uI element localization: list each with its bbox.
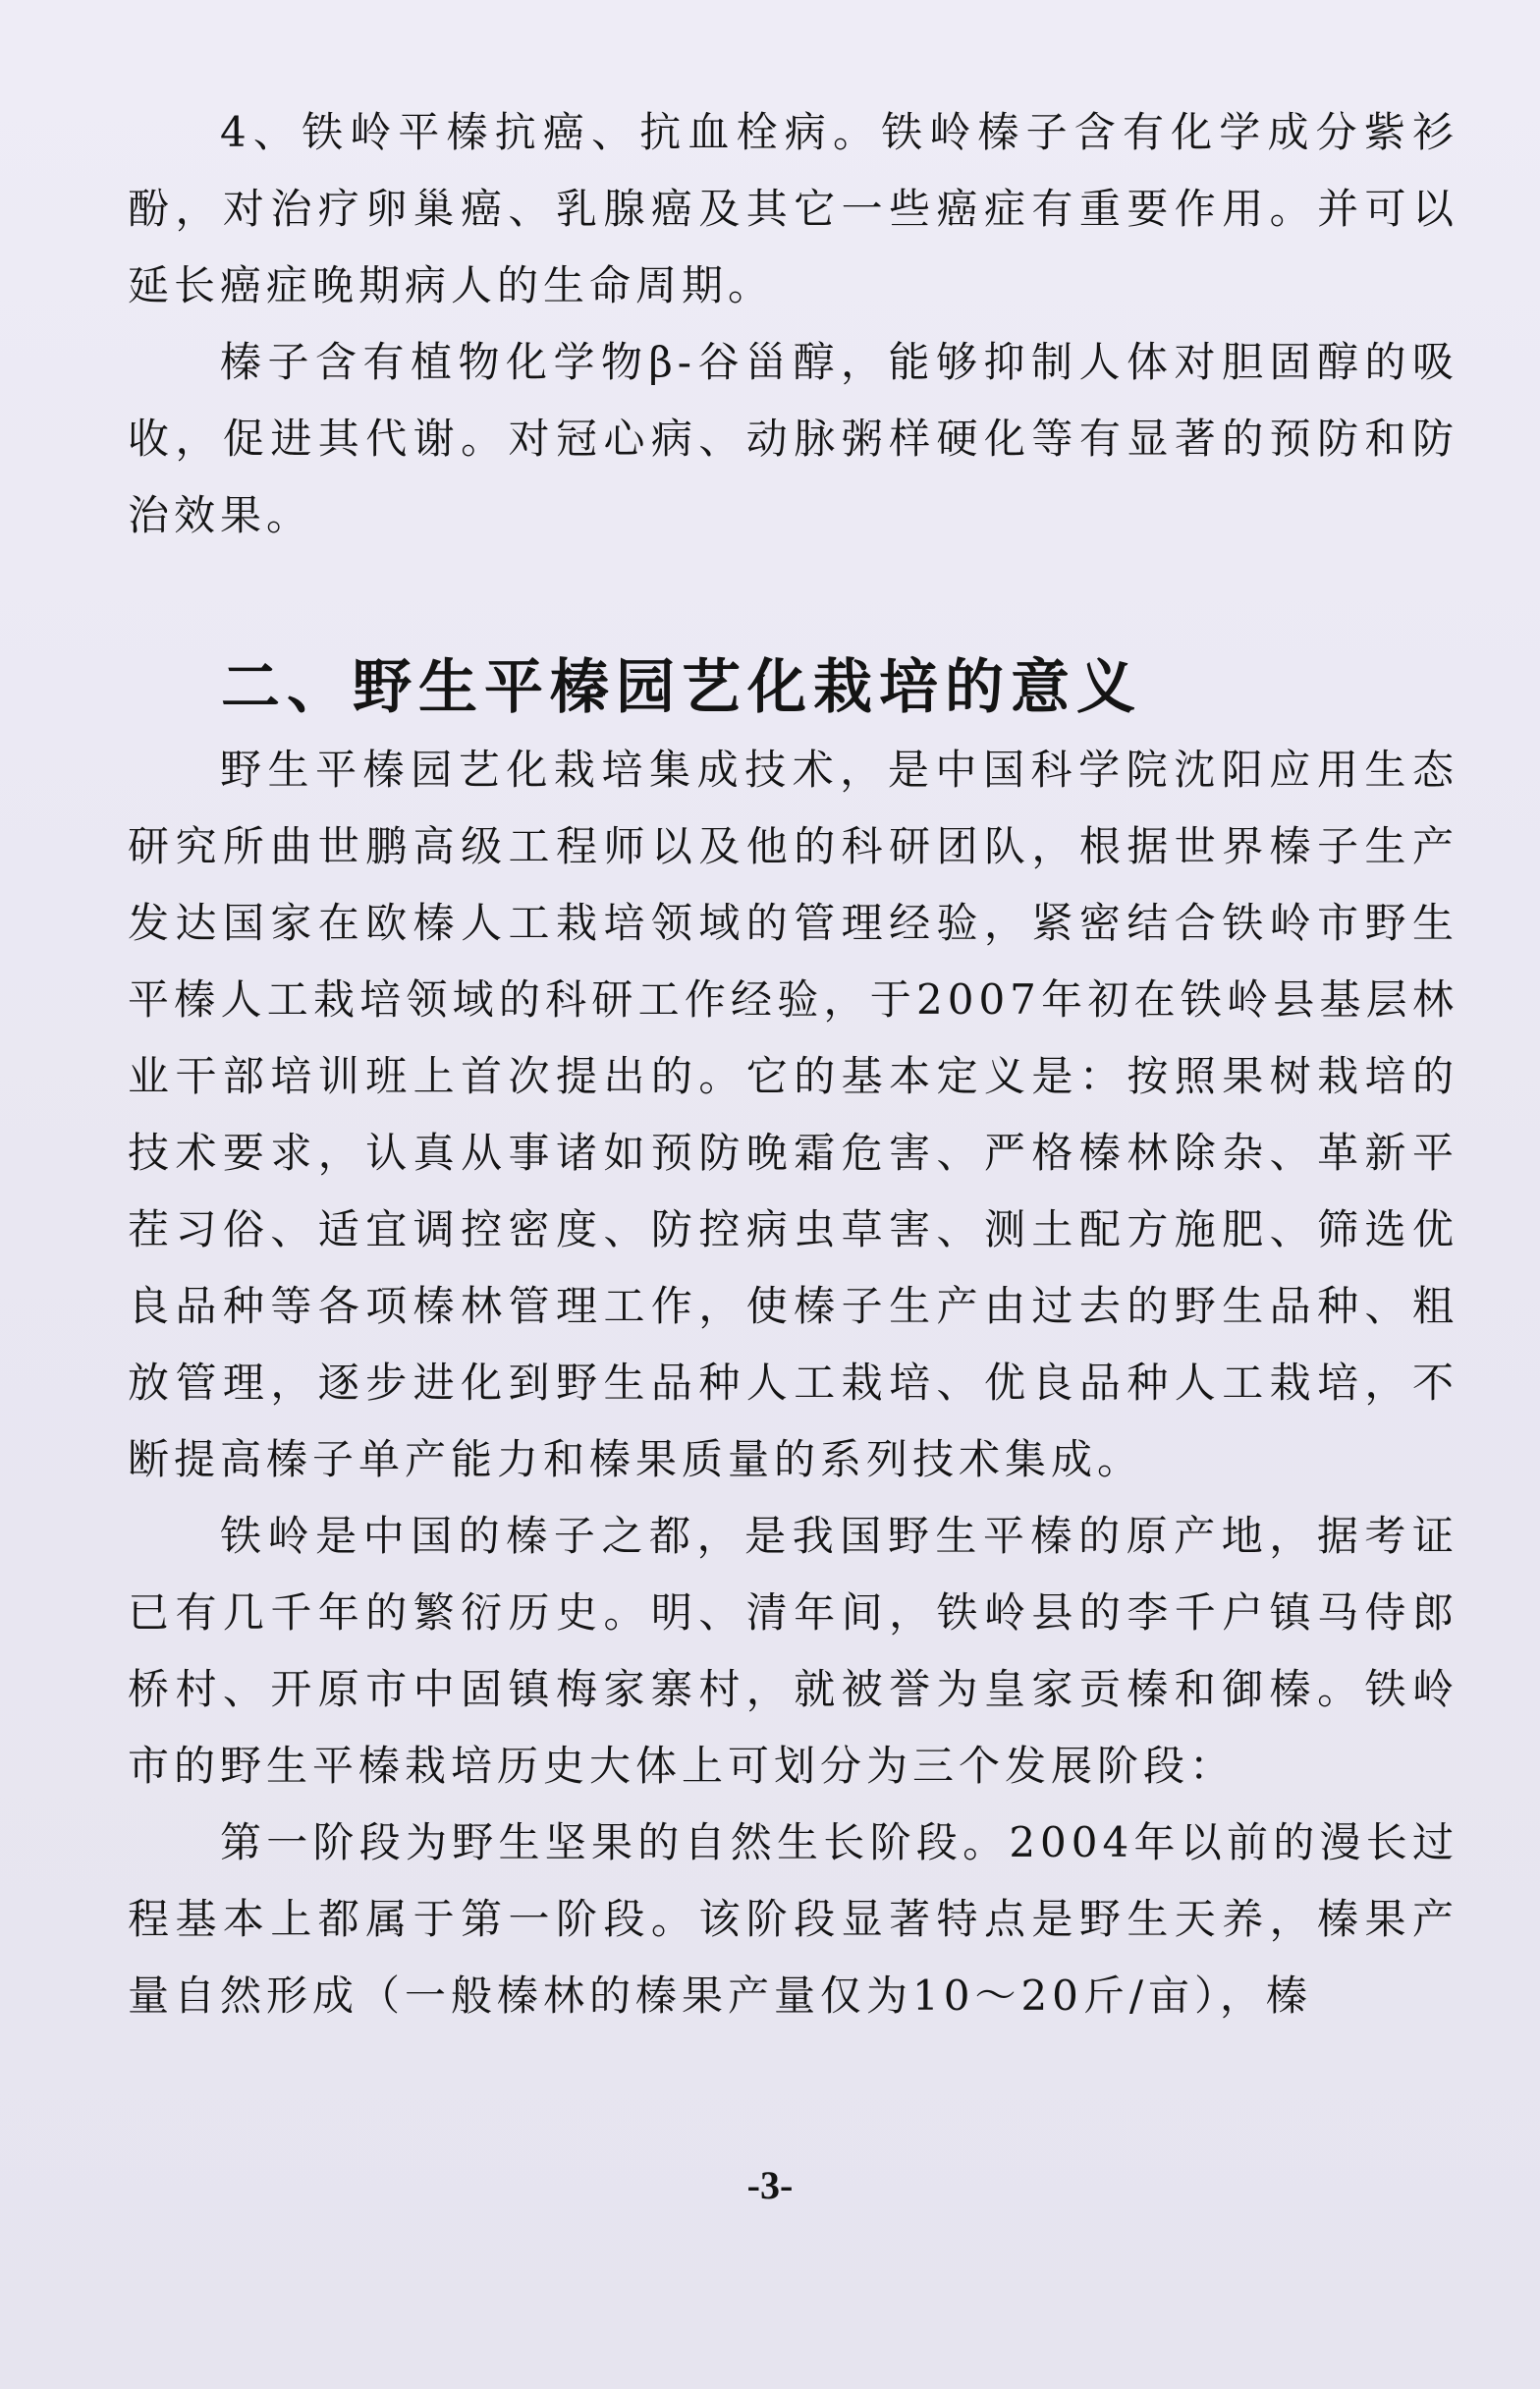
paragraph-stage-one: 第一阶段为野生坚果的自然生长阶段。2004年以前的漫长过程基本上都属于第一阶段。该阶段显著特点是野生天养，榛果产量自然形成（一般榛林的榛果产量仅为10～20斤/亩），榛 [128, 1818, 1458, 2020]
section-two-body [128, 732, 1458, 2034]
section-heading: 二、野生平榛园艺化栽培的意义 [221, 653, 1142, 722]
paragraph-history: 铁岭是中国的榛子之都，是我国野生平榛的原产地，据考证已有几千年的繁衍历史。明、清年间，铁岭县的李千户镇马侍郎桥村、开原市中固镇梅家寨村，就被誉为皇家贡榛和御榛。铁岭市的野生平榛栽培历史大体上可划分为三个发展阶段： [128, 1512, 1458, 1790]
paragraph-definition: 野生平榛园艺化栽培集成技术，是中国科学院沈阳应用生态研究所曲世鹏高级工程师以及他的科研团队，根据世界榛子生产发达国家在欧榛人工栽培领域的管理经验，紧密结合铁岭市野生平榛人工栽培领域的科研工作经验，于2007年初在铁岭县基层林业干部培训班上首次提出的。它的基本定义是：按照果树栽培的技术要求，认真从事诸如预防晚霜危害、严格榛林除杂、革新平茬习俗、适宜调控密度、防控病虫草害、测土配方施肥、筛选优良品种等各项榛林管理工作，使榛子生产由过去的野生品种、粗放管理，逐步进化到野生品种人工栽培、优良品种人工栽培，不断提高榛子单产能力和榛果质量的系列技术集成。 [128, 746, 1458, 1483]
page-number: -3- [746, 2163, 794, 2207]
top-text-block [128, 94, 1458, 554]
paragraph-anticancer: 4、铁岭平榛抗癌、抗血栓病。铁岭榛子含有化学成分紫衫酚，对治疗卵巢癌、乳腺癌及其它一些癌症有重要作用。并可以延长癌症晚期病人的生命周期。 [128, 108, 1458, 309]
paragraph-sterol: 榛子含有植物化学物β-谷甾醇，能够抑制人体对胆固醇的吸收，促进其代谢。对冠心病、动脉粥样硬化等有显著的预防和防治效果。 [128, 338, 1458, 539]
